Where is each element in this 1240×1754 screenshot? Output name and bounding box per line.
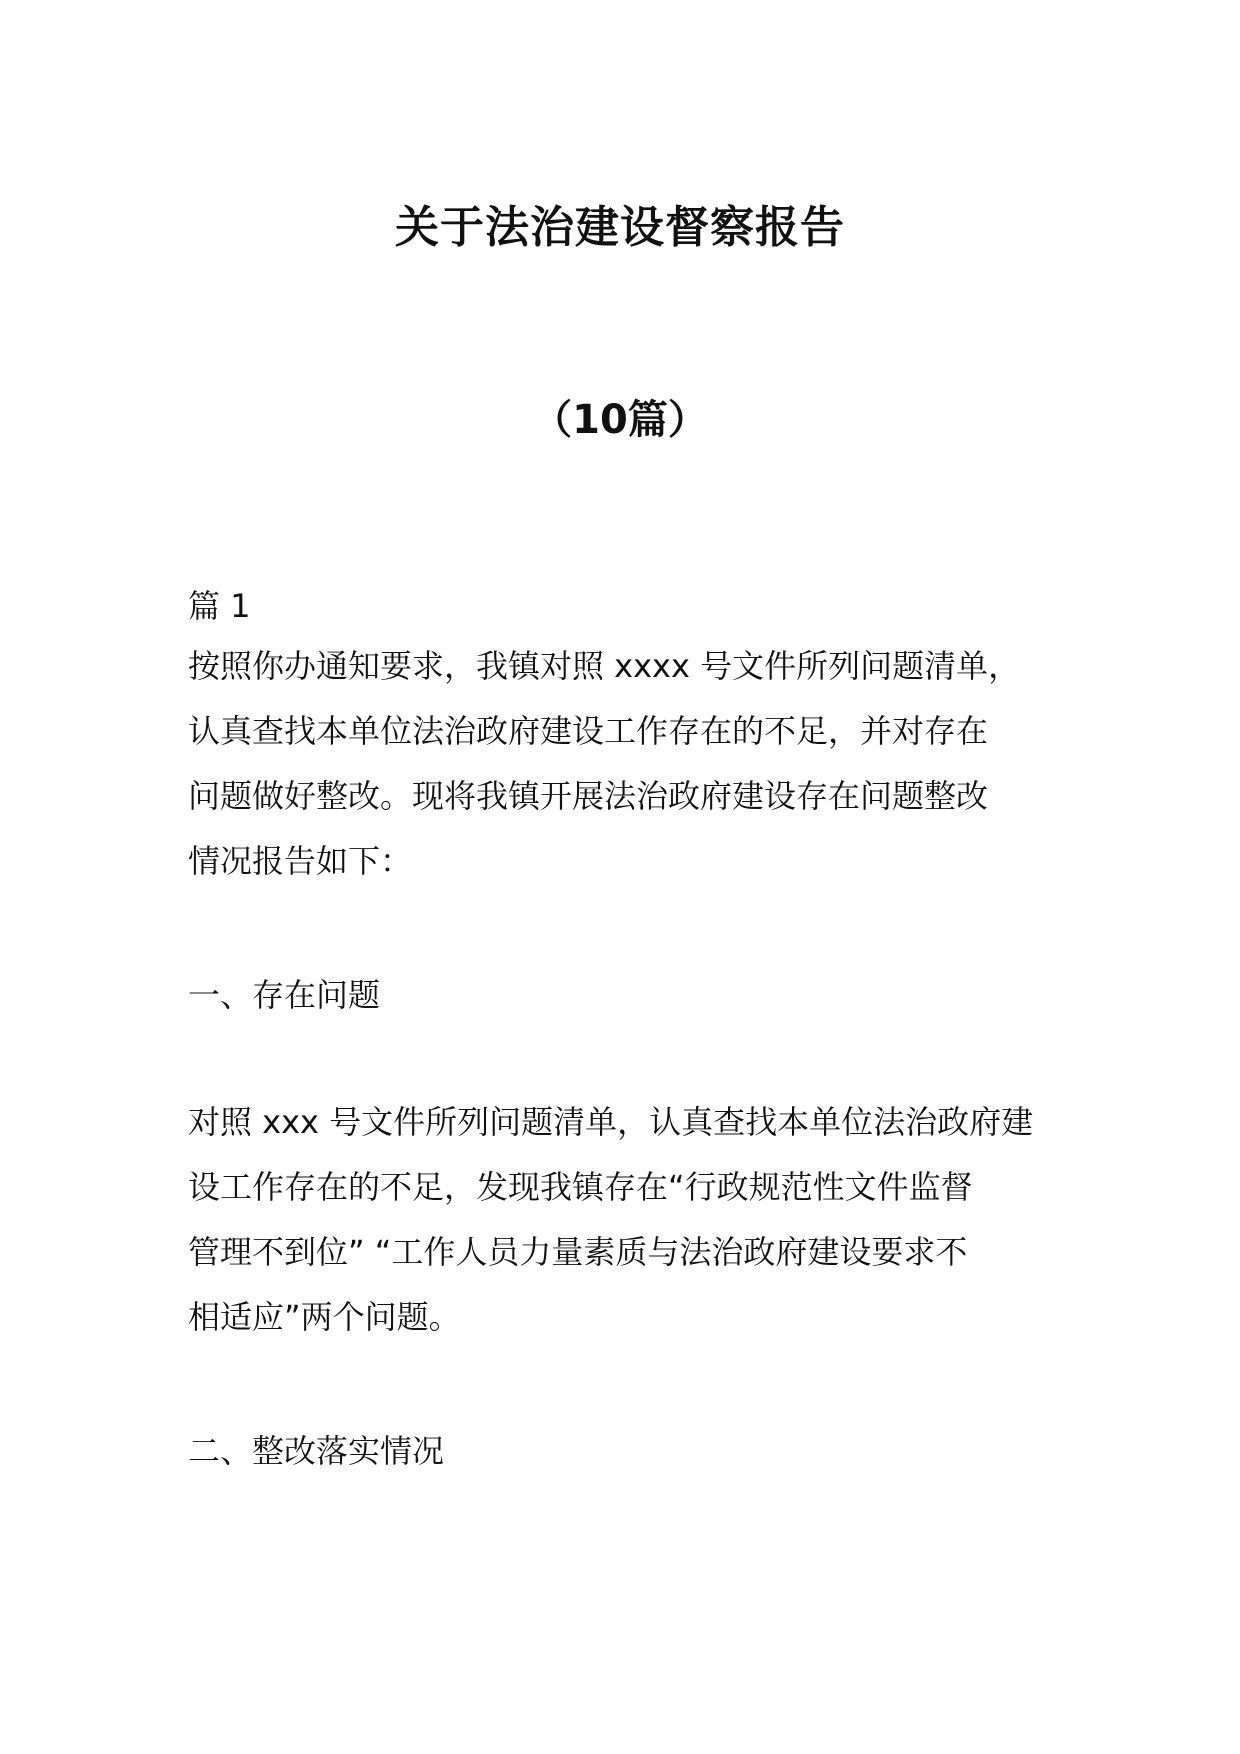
document-subtitle: （10篇） xyxy=(532,397,708,443)
paragraph-line: 按照你办通知要求，我镇对照 xxxx 号文件所列问题清单， xyxy=(188,647,1021,685)
paragraph-problems xyxy=(188,1090,1058,1350)
paragraph-line: 管理不到位” “工作人员力量素质与法治政府建设要求不 xyxy=(188,1233,968,1271)
paragraph-line: 对照 xxx 号文件所列问题清单，认真查找本单位法治政府建 xyxy=(188,1103,1034,1141)
paragraph-line: 情况报告如下： xyxy=(188,842,413,880)
paragraph-line: 问题做好整改。现将我镇开展法治政府建设存在问题整改 xyxy=(188,777,989,815)
paragraph-line: 相适应”两个问题。 xyxy=(188,1298,461,1336)
document-title: 关于法治建设督察报告 xyxy=(395,202,845,253)
paragraph-intro xyxy=(188,634,1058,894)
section-heading-problems: 一、存在问题 xyxy=(188,976,381,1014)
section-label: 篇 1 xyxy=(188,587,251,625)
paragraph-line: 认真查找本单位法治政府建设工作存在的不足，并对存在 xyxy=(188,712,989,750)
paragraph-line: 设工作存在的不足，发现我镇存在“行政规范性文件监督 xyxy=(188,1168,973,1206)
section-heading-rectification: 二、整改落实情况 xyxy=(188,1432,445,1470)
